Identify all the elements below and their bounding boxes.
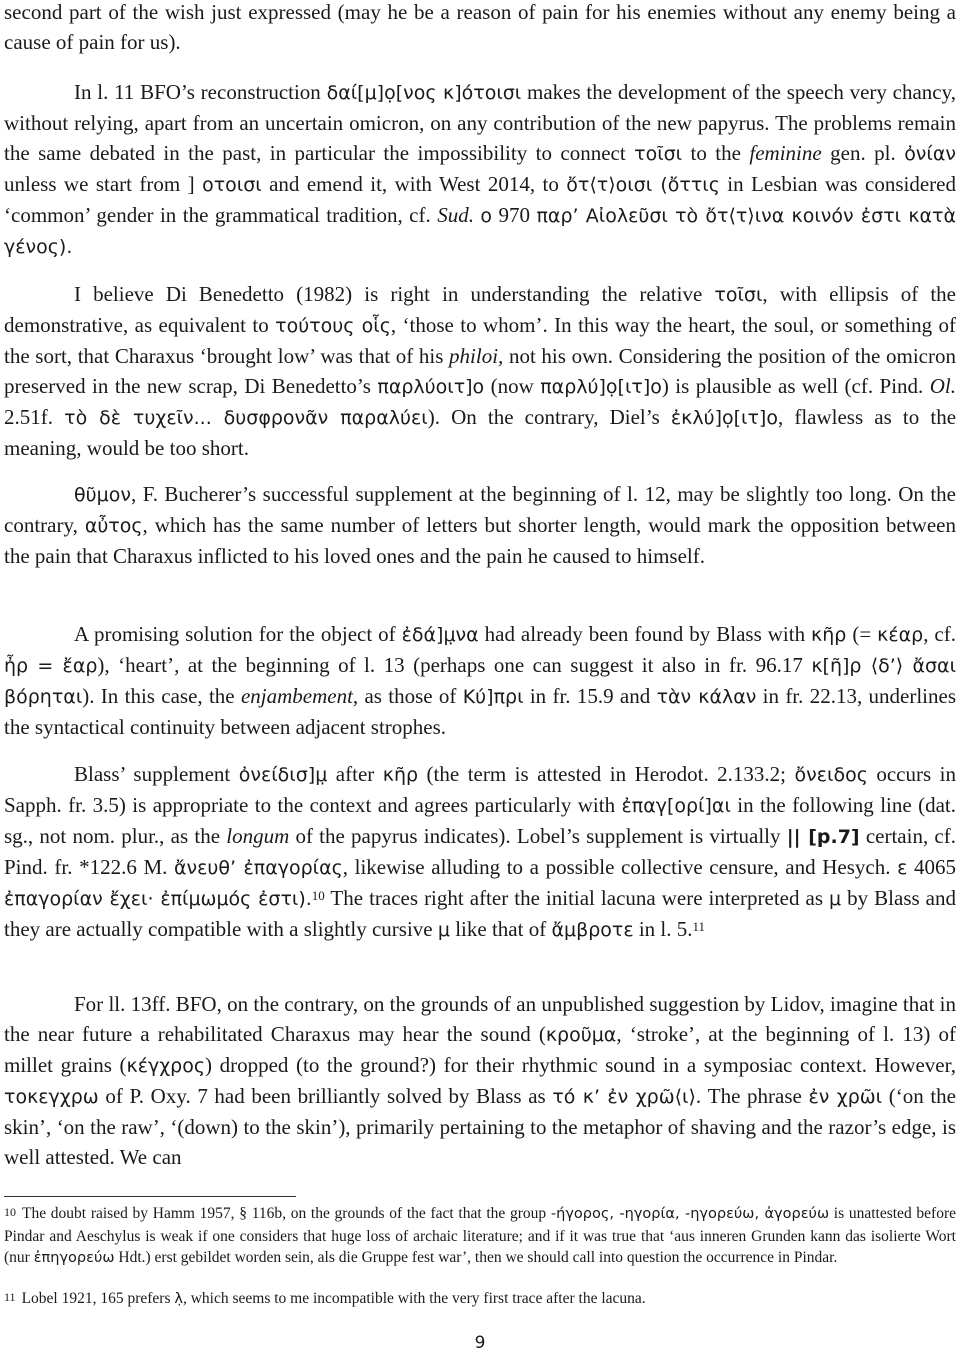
text-run: ) is plausible as well (cf. Pind. [661,373,930,398]
greek-text: κέαρ [877,624,924,646]
greek-text: κ[ῆ]ρ ⟨δ’⟩ ἄσαι βόρηται [4,654,957,708]
greek-text: τό κ’ ἐν χρῶ⟨ι⟩ [552,1085,696,1108]
greek-text: παρλύ]ọ[ιτ]ο [540,375,662,398]
italic-text: longum [226,823,290,848]
text-run: in fr. 22.13, underlines the syntactical continuity between adjacent strophes. [4,683,956,739]
greek-text: ἄνευθ’ ἐπαγορίας [174,856,343,879]
text-run: , ‘stroke’, at the beginning of l. 13) of millet grains ( [4,1021,956,1077]
text-run: in fr. 15.9 and [523,683,657,708]
text-run: Hdt.) erst gebildet worden sein, als die Gruppe fest war’, then we should call into question the occurrence in Pindar. [114,1249,838,1266]
page-marker: || [p.7] [786,825,860,848]
greek-text: ἄμβροτε [551,918,634,941]
text-run: had already been found by Blass with [478,622,812,646]
greek-text: τοκεγχρω [4,1085,99,1108]
text-run: not his own. Considering the position of the omicron preserved in the new scrap, Di Benedetto’s [4,343,956,398]
greek-text: κῆρ [811,624,847,646]
greek-text: μ [829,887,842,910]
greek-text: τοῖσι [634,142,683,165]
text-run: 4065 [907,854,956,879]
text-run: is unattested before Pindar and Aeschylus is weak if one considers that huge loss of archaic literature; and if it was true that ‘aus inneren Grunden kann das isolierte Wort (nur [4,1205,956,1266]
text-run: , which has the same number of letters but shorter length, would mark the opposition between the pain that Charaxus inflicted to his loved ones and the pain he caused to himself. [4,512,956,568]
text-run: , ‘those to whom’. In this way the heart, the soul, or something of the sort, that Charaxus ‘brought low’ was that of his [4,312,956,368]
text-run: The traces right after the initial lacuna were interpreted as [324,885,830,910]
greek-text: ἐν χρῶι [808,1085,883,1108]
text-run: Lobel 1921, 165 prefers [21,1290,175,1307]
text-run: (= [846,622,878,646]
greek-text: παρλύοιτ]ο [377,375,485,398]
paragraph-blass-supplement [4,760,956,945]
greek-text: τοῖσι [714,284,763,306]
greek-text: ὀνείδισ]μ̣ [238,764,328,786]
text-run: (‘on the skin’, ‘on the raw’, ‘(down) to the skin’), primarily pertaining to the metaphor of shaving and the razor’s edge, is well attested. We can [4,1083,956,1169]
paragraph-continuation [4,0,956,58]
greek-text: ὄτ⟨τ⟩οισι (ὄττις [566,173,720,196]
text-run: In l. 11 BFO’s reconstruction [74,80,327,104]
text-run: (now [484,373,541,398]
text-run: For ll. 13ff. BFO, on the contrary, on the grounds of an unpublished suggestion by Lidov, imagine that in the near future a rehabilitated Charaxus may hear the sound ( [4,992,956,1046]
text-run: , which seems to me incompatible with the very first trace after the lacuna. [182,1290,646,1307]
greek-text: τὸ δὲ τυχεῖν... δυσφρονᾶν παραλύει [64,406,428,429]
text-run: ) dropped (to the ground?) for their rhythmic sound in a symposiac context. However, [205,1052,956,1077]
greek-text: παρ’ Αἰολεῦσι τὸ ὄτ⟨τ⟩ινα κοινόν ἐστι κατὰ γένος). [4,204,957,258]
paragraph-lidov [4,990,956,1172]
text-run: , flawless as to the meaning, would be too short. [4,404,957,460]
text-run: The doubt raised by Hamm 1957, § 116b, on the grounds of the fact that the group [22,1205,551,1222]
text-run: . The phrase [695,1083,809,1108]
text-run: of the papyrus indicates). Lobel’s supplement is virtually [289,823,787,848]
text-run: Blass’ supplement [74,762,239,786]
greek-text: θῦμον [74,484,131,506]
paragraph-di-benedetto [4,280,956,463]
footnote-11 [4,1288,956,1311]
text-run: 2.51f. [4,404,65,429]
greek-text: ἐδά]μ̣να [401,624,479,646]
greek-text: ἐπαγορίαν ἔχει· ἐπίμωμός ἐστι). [4,887,312,910]
paragraph-blass-ker [4,620,956,743]
text-run: I believe Di Benedetto (1982) is right in understanding the relative [74,282,715,306]
greek-text: μ [437,918,450,941]
text-run: ). In this case, the [82,683,241,708]
text-run: in Lesbian was considered ‘common’ gender in the grammatical tradition, cf. [4,171,956,227]
text-run: makes the development of the speech very chancy, without relying, apart from an uncertain omicron, on any contribution of the new papyrus. The problems remain the same debated in the past, in particular the impossibility to connect [4,80,957,165]
italic-text: philoi, [449,343,504,368]
greek-text: κέγχρος [126,1054,206,1077]
text-run: occurs in Sapph. fr. 3.5) is appropriate to the context and agrees particularly with [4,762,956,817]
greek-text: τούτους οἷς [275,314,391,337]
paragraph-bfo-reconstruction [4,78,956,262]
text-run: and emend it, with West 2014, to [261,171,567,196]
greek-text: ε [897,856,908,879]
text-run: by Blass and they are actually compatible with a slightly cursive [4,885,957,941]
footnote-number: 11 [4,1290,16,1304]
greek-text: λ̣ [174,1291,183,1307]
text-run: second part of the wish just expressed (may he be a reason of pain for his enemies without any enemy being a cause of pain for us). [4,0,956,54]
footnote-10 [4,1203,956,1270]
greek-text: οτοισι [202,173,262,196]
italic-text: feminine [749,140,822,165]
greek-text: ἦρ = ἔαρ [4,654,98,677]
text-run: unless we start from ] [4,171,203,196]
greek-text: δαί[μ]ọ[νος κ]ότοισι [326,82,522,104]
greek-text: κῆρ [382,764,419,786]
greek-text: ο [480,204,493,227]
text-run: , likewise alluding to a possible collective censure, and Hesych. [342,854,898,879]
greek-text: Κύ]πρι [462,685,524,708]
text-run: , as those of [352,683,463,708]
greek-text: ὀνίαν [904,142,956,165]
footnote-number: 10 [4,1205,16,1219]
italic-text: Sud. [437,202,474,227]
greek-text: τὰν κάλαν [656,685,757,708]
greek-text: ἐπαγ[ορί]αι [621,794,731,817]
text-run: in l. 5. [633,916,693,941]
text-run: in the following line (dat. sg., not nom. plur., as the [4,792,956,848]
footnote-ref: 11 [692,918,706,934]
text-run: of P. Oxy. 7 had been brilliantly solved by Blass as [98,1083,553,1108]
italic-text: enjambement [240,683,353,708]
text-run: like that of [449,916,552,941]
text-run: , with ellipsis of the demonstrative, as equivalent to [4,282,956,337]
text-run: certain, cf. Pind. fr. *122.6 M. [4,823,956,879]
greek-text: κροῦμα [545,1023,617,1046]
text-run: , F. Bucherer’s successful supplement at the beginning of l. 12, may be slightly too long. On the contrary, [4,482,956,537]
greek-text: αὖτος [84,514,143,537]
greek-text: -ήγορος, -ηγορία, -ηγορεύω, ἀγορεύω [550,1206,830,1222]
text-run: ). On the contrary, Diel’s [427,404,671,429]
text-run: gen. pl. [821,140,905,165]
italic-text: Ol. [929,373,956,398]
text-run: 970 [492,202,537,227]
text-run: after [327,762,383,786]
text-run: ), ‘heart’, at the beginning of l. 13 (perhaps one can suggest it also in fr. 96.17 [97,652,812,677]
document-page [4,0,956,1364]
greek-text: ἐκλύ]ọ[ιτ]ο [670,406,778,429]
footnote-ref: 10 [311,887,325,903]
footnote-separator [4,1196,296,1197]
text-run: to the [682,140,750,165]
page-number: 9 [474,1333,486,1353]
text-run: (the term is attested in Herodot. 2.133.2; [418,762,795,786]
text-run: , cf. [923,622,956,646]
text-run: A promising solution for the object of [74,622,402,646]
greek-text: ἐπηγορεύω [33,1250,115,1266]
paragraph-thumon [4,480,956,572]
greek-text: ὄνειδος [794,764,868,786]
